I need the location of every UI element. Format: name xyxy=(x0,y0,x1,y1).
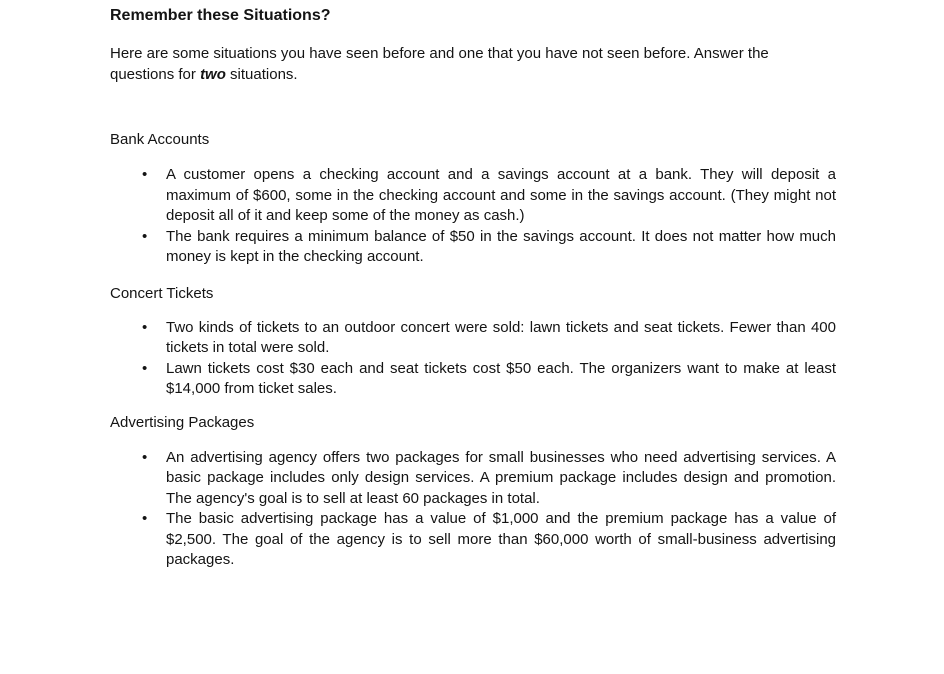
list-item xyxy=(110,448,836,510)
list-item xyxy=(110,359,836,400)
bullet-icon: • xyxy=(142,359,148,377)
bullet-icon: • xyxy=(142,166,148,183)
bullet-icon: • xyxy=(142,227,148,245)
bullet-list-bank-accounts xyxy=(110,165,836,268)
intro-paragraph xyxy=(110,43,836,85)
list-item xyxy=(110,165,836,227)
page-title: Remember these Situations? xyxy=(110,7,331,24)
intro-text-before: Here are some situations you have seen before and one that you have not seen before. Answer the questions for xyxy=(110,45,769,83)
list-item-text: The bank requires a minimum balance of $50 in the savings account. It does not matter how much money is kept in the checking account. xyxy=(166,227,836,265)
section-heading-advertising-packages: Advertising Packages xyxy=(110,413,255,431)
list-item-text: An advertising agency offers two packages for small businesses who need advertising services. A basic package includes only design services. A premium package includes design and promotion. The agency's goal is to sell at least 60 packages in total. xyxy=(166,448,836,507)
document-page xyxy=(110,6,836,571)
list-item xyxy=(110,509,836,571)
list-item-text: A customer opens a checking account and a savings account at a bank. They will deposit a maximum of $600, some in the checking account and some in the savings account. (They might not deposit all of it and keep some of the money as cash.) xyxy=(166,166,836,224)
list-item xyxy=(110,227,836,268)
bullet-list-concert-tickets xyxy=(110,318,836,400)
intro-emphasis: two xyxy=(200,66,226,83)
section-heading-concert-tickets: Concert Tickets xyxy=(110,284,214,302)
bullet-list-advertising-packages xyxy=(110,448,836,571)
bullet-icon: • xyxy=(142,448,148,466)
section-heading-bank-accounts: Bank Accounts xyxy=(110,131,210,148)
list-item-text: Two kinds of tickets to an outdoor concert were sold: lawn tickets and seat tickets. Fewer than 400 tickets in total were sold. xyxy=(166,318,836,356)
intro-text-after: situations. xyxy=(225,66,298,83)
bullet-icon: • xyxy=(142,318,148,336)
list-item-text: Lawn tickets cost $30 each and seat tickets cost $50 each. The organizers want to make at least $14,000 from ticket sales. xyxy=(166,359,836,397)
list-item-text: The basic advertising package has a value of $1,000 and the premium package has a value of $2,500. The goal of the agency is to sell more than $60,000 worth of small-business advertising packages. xyxy=(166,510,836,568)
list-item xyxy=(110,318,836,359)
bullet-icon: • xyxy=(142,510,148,527)
